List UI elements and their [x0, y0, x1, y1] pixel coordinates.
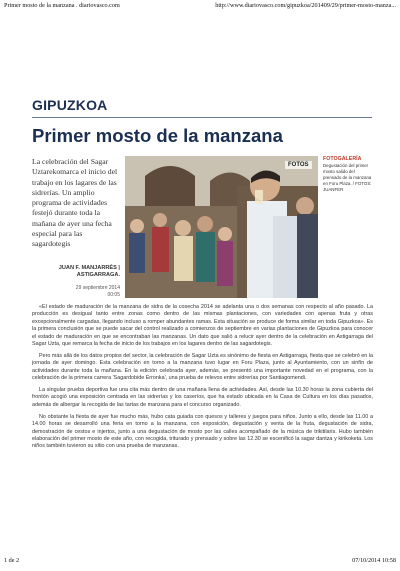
photo-illustration — [125, 156, 318, 298]
photo-caption — [323, 156, 373, 193]
photo-gallery-badge[interactable]: FOTOS — [285, 161, 312, 169]
article-paragraph: «El estado de maduración de la manzana de sidra de la cosecha 2014 se adelanta una o dos semanas con respecto al año pasado. La producción es desigual tanto entre zonas como dentro de las mismas plantaciones, con variedades con apenas fruta y otras excepcionalmente cargadas, llegando incluso a romper abundantes ramas. Esta situación se produce de forma similar en toda Gipuzkoa». Es la primera conclusión que se puede sacar del control realizado a comienzos de septiembre en varias plantaciones de Gipuzkoa para conocer el estado de maduración en que se encontraban las manzanas. Un dato que salió a relucir ayer dentro de la celebración en Astigarraga del Sagar Uzta, que remarca la fecha de inicio de los trabajos en los lagares dentro de las sagardotegis. — [32, 304, 373, 348]
article-dateline — [32, 285, 120, 298]
section-divider — [32, 117, 372, 118]
article-paragraph: Pero más allá de los datos propios del sector, la celebración de Sagar Uzta es sinónimo de fiesta en Astigarraga, fiesta que se celebró en la jornada de ayer domingo. Esta celebración en torno a la manzana tuvo lugar en Foru Plaza, junto al Ayuntamiento, con un sinfín de actividades durante toda la mañana. En la edición celebrada ayer, además, se presentó una importante novedad en el programa, con la celebración de la primera carrera 'Sagardobide Erronka', una prueba de relevos entre sidrerías por Santiagomendi. — [32, 352, 373, 382]
print-header — [0, 2, 400, 16]
article-paragraph: No obstante la fiesta de ayer fue mucho más, hubo cata guiada con quesos y talleres y juegos para niños. Junto a ello, desde las 11.00 a 14.00 horas se desarrolló una feria en torno a la manzana, con exposición, degustación y venta de la fruta, degustación de sidra, demostración de cestos e injertos, junto a una degustación de mosto por las calles acompañado de la música de trikitilaris. Hubo también elaboración del primer mosto de este año, con recogida, triturado y prensado y sobre las 12.30 se escenificó la sagar dantza y kirikoketa. Los niños también tuvieron su sitio con una prueba de manzanas. — [32, 413, 373, 450]
section-title[interactable]: GIPUZKOA — [32, 97, 108, 113]
article-paragraph: La singular prueba deportiva fue una cita más dentro de una mañana llena de actividades. Así, desde las 10.30 horas la zona cubierta del frontón acogió una exposición centrada en las sidrerías y los caseríos, que ha estado ubicada en la Casa de Cultura en los días pasados, además de albergar la recogida de las tartas de manzana para el concurso organizado. — [32, 387, 373, 408]
print-header-title: Primer mosto de la manzana . diariovasco.com — [4, 2, 120, 9]
article-time: 00:05 — [107, 291, 120, 298]
print-header-url[interactable]: http://www.diariovasco.com/gipuzkoa/201409/29/primer-mosto-manza... — [215, 2, 396, 9]
caption-text: Degustación del primer mosto salido del prensado de la manzana en Foru Plaza. / FOTOS: JUANFER — [323, 163, 372, 192]
print-footer — [0, 557, 400, 571]
article-byline: JUAN F. MANJARRÉS | ASTIGARRAGA. — [58, 265, 120, 278]
article-body — [32, 304, 373, 455]
print-datetime: 07/10/2014 10:58 — [352, 557, 396, 564]
article-lead: La celebración del Sagar Uztarekomarca el inicio del trabajo en los lagares de las sidrerías. Un amplio programa de actividades festejó durante toda la mañana de ayer una fecha especial para las sagardotegis — [32, 157, 118, 249]
article-date: 29 septiembre 2014 — [75, 285, 120, 291]
caption-title[interactable]: FOTOGALERÍA — [323, 156, 362, 162]
article-headline: Primer mosto de la manzana — [32, 125, 283, 146]
page-number: 1 de 2 — [4, 557, 20, 564]
article-photo[interactable] — [125, 156, 318, 298]
